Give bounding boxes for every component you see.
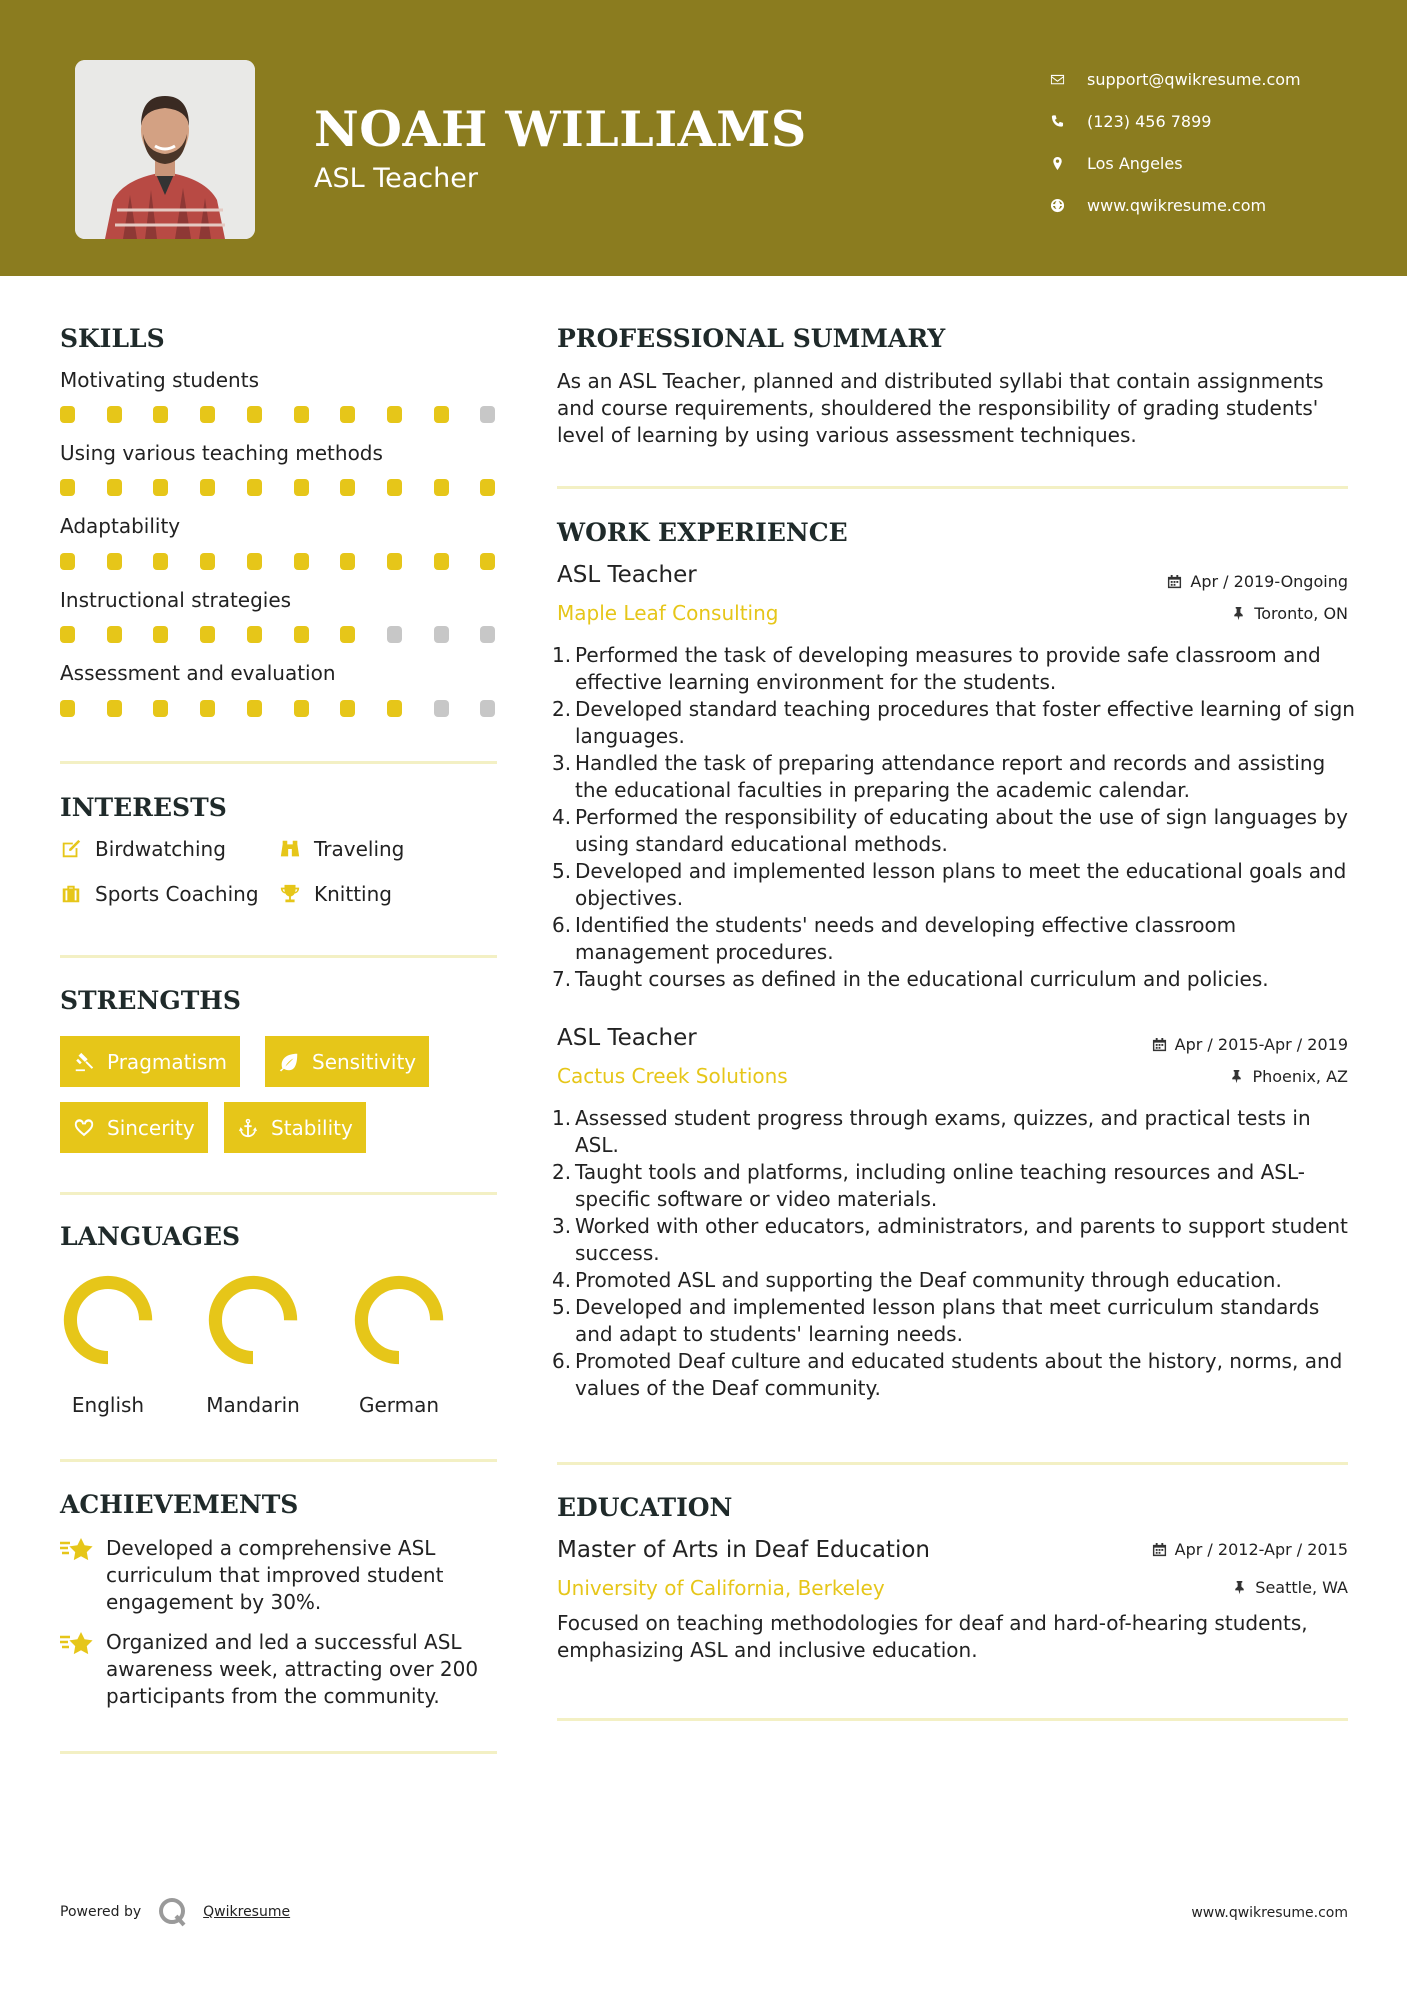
- footer-powered-by: [60, 1896, 290, 1928]
- list-item: Performed the task of developing measures to provide safe classroom and effective learning environment for the students.: [575, 643, 1321, 694]
- skill-dot: [480, 406, 495, 423]
- skill-dot: [107, 553, 122, 570]
- list-item: Taught tools and platforms, including online teaching resources and ASL-specific software or video materials.: [575, 1160, 1305, 1211]
- briefcase-icon: [60, 883, 82, 905]
- contact-website-text: www.qwikresume.com: [1087, 195, 1267, 215]
- skill-rating: [60, 700, 500, 717]
- skill-dot: [434, 626, 449, 643]
- job-title: ASL Teacher: [557, 562, 697, 588]
- language-gauge-arc: [361, 1282, 436, 1357]
- skill-dot: [200, 406, 215, 423]
- skill-dot: [60, 626, 75, 643]
- contact-phone[interactable]: [1050, 100, 1301, 142]
- anchor-icon: [237, 1117, 259, 1139]
- pushpin-icon: [1229, 1069, 1244, 1084]
- skill-label: Assessment and evaluation: [60, 661, 336, 685]
- skill-dot: [340, 553, 355, 570]
- strengths-heading: STRENGTHS: [60, 986, 241, 1015]
- skill-dot: [294, 700, 309, 717]
- company-name: Cactus Creek Solutions: [557, 1064, 788, 1088]
- job-bullets: [557, 642, 1357, 993]
- skill-label: Adaptability: [60, 514, 181, 538]
- section-divider: [557, 486, 1348, 489]
- language-gauge-arc: [215, 1282, 290, 1357]
- summary-heading: PROFESSIONAL SUMMARY: [557, 324, 946, 353]
- skill-dot: [434, 479, 449, 496]
- skill-dot: [247, 479, 262, 496]
- list-item: Taught courses as defined in the educational curriculum and policies.: [575, 967, 1269, 991]
- interest-item: [279, 837, 404, 861]
- skill-dot: [387, 479, 402, 496]
- job-location-text: Toronto, ON: [1254, 604, 1348, 623]
- skill-dot: [480, 700, 495, 717]
- skill-rating: [60, 626, 500, 643]
- skill-dot: [434, 553, 449, 570]
- job-title: ASL Teacher: [557, 1025, 697, 1051]
- interest-label: Birdwatching: [95, 837, 226, 861]
- language-gauge-arc: [70, 1282, 145, 1357]
- list-item: Promoted ASL and supporting the Deaf community through education.: [575, 1268, 1282, 1292]
- education-location: [1232, 1578, 1348, 1597]
- contact-location-text: Los Angeles: [1087, 153, 1183, 173]
- gavel-icon: [73, 1051, 95, 1073]
- skill-dot: [153, 626, 168, 643]
- skill-dot: [340, 479, 355, 496]
- candidate-name: NOAH WILLIAMS: [314, 100, 807, 158]
- skill-dot: [387, 700, 402, 717]
- skill-label: Instructional strategies: [60, 588, 292, 612]
- section-divider: [60, 1459, 497, 1462]
- list-item: Handled the task of preparing attendance report and records and assisting the educational faculties in preparing the academic calendar.: [575, 751, 1326, 802]
- calendar-icon: [1152, 1037, 1167, 1052]
- star-icon: [60, 1535, 94, 1565]
- map-pin-icon: [1050, 156, 1065, 171]
- interest-item: [279, 882, 392, 906]
- language-label: English: [71, 1393, 145, 1417]
- skill-dot: [60, 479, 75, 496]
- strength-badge: [60, 1036, 240, 1087]
- candidate-role: ASL Teacher: [314, 163, 478, 194]
- language-label: German: [358, 1393, 440, 1417]
- achievement-item: [60, 1535, 500, 1616]
- profile-photo: [75, 60, 255, 239]
- leaf-icon: [278, 1051, 300, 1073]
- education-heading: EDUCATION: [557, 1493, 733, 1522]
- skill-dot: [153, 700, 168, 717]
- job-location-text: Phoenix, AZ: [1252, 1067, 1348, 1086]
- language-item: [198, 1273, 308, 1417]
- job-location: [1229, 1067, 1348, 1086]
- contact-email[interactable]: [1050, 58, 1301, 100]
- skill-dot: [107, 700, 122, 717]
- calendar-icon: [1152, 1542, 1167, 1557]
- section-divider: [60, 1751, 497, 1754]
- job-location: [1231, 604, 1348, 623]
- skill-dot: [340, 406, 355, 423]
- envelope-icon: [1050, 72, 1065, 87]
- interest-label: Traveling: [314, 837, 405, 861]
- language-gauge: [352, 1273, 446, 1367]
- skill-rating: [60, 553, 500, 570]
- strength-label: Stability: [271, 1115, 353, 1140]
- list-item: Promoted Deaf culture and educated students about the history, norms, and values of the Deaf community.: [575, 1349, 1343, 1400]
- language-item: [344, 1273, 454, 1417]
- achievements-heading: ACHIEVEMENTS: [60, 1490, 299, 1519]
- interest-label: Sports Coaching: [95, 882, 259, 906]
- skill-dot: [387, 553, 402, 570]
- contact-list: [1050, 58, 1301, 226]
- skill-dot: [340, 626, 355, 643]
- job-date-text: Apr / 2019-Ongoing: [1190, 572, 1348, 591]
- pencil-icon: [60, 838, 82, 860]
- contact-website[interactable]: [1050, 184, 1301, 226]
- skill-dot: [480, 553, 495, 570]
- job-date: [1152, 1035, 1348, 1054]
- skill-dot: [200, 553, 215, 570]
- strength-label: Sincerity: [107, 1115, 195, 1140]
- contact-email-text: support@qwikresume.com: [1087, 69, 1301, 89]
- list-item: Developed and implemented lesson plans to meet the educational goals and objectives.: [575, 859, 1347, 910]
- skill-label: Using various teaching methods: [60, 441, 383, 465]
- skill-dot: [247, 626, 262, 643]
- section-divider: [60, 761, 497, 764]
- section-divider: [60, 955, 497, 958]
- contact-location: [1050, 142, 1301, 184]
- strength-badge: [224, 1102, 366, 1153]
- skill-dot: [387, 406, 402, 423]
- skill-dot: [153, 553, 168, 570]
- interest-item: [60, 837, 226, 861]
- list-item: Worked with other educators, administrators, and parents to support student success.: [575, 1214, 1348, 1265]
- skill-rating: [60, 479, 500, 496]
- skill-dot: [294, 553, 309, 570]
- interest-label: Knitting: [314, 882, 392, 906]
- skill-dot: [60, 406, 75, 423]
- strength-badge: [60, 1102, 208, 1153]
- languages-heading: LANGUAGES: [60, 1222, 241, 1251]
- skill-dot: [294, 406, 309, 423]
- heart-icon: [73, 1117, 95, 1139]
- phone-icon: [1050, 114, 1065, 129]
- skill-dot: [247, 406, 262, 423]
- trophy-icon: [279, 883, 301, 905]
- skill-dot: [60, 553, 75, 570]
- list-item: Identified the students' needs and developing effective classroom management procedures.: [575, 913, 1237, 964]
- job-date-text: Apr / 2015-Apr / 2019: [1174, 1035, 1348, 1054]
- achievement-item: [60, 1629, 500, 1710]
- section-divider: [557, 1462, 1348, 1465]
- skill-dot: [434, 700, 449, 717]
- list-item: Assessed student progress through exams, quizzes, and practical tests in ASL.: [575, 1106, 1311, 1157]
- skill-dot: [247, 700, 262, 717]
- skill-dot: [434, 406, 449, 423]
- skill-dot: [60, 700, 75, 717]
- interest-item: [60, 882, 259, 906]
- school-name: University of California, Berkeley: [557, 1576, 885, 1600]
- education-date: [1152, 1540, 1348, 1559]
- summary-text: As an ASL Teacher, planned and distributed syllabi that contain assignments and course requirements, shouldered the responsibility of grading students' level of learning by using various assessment techniques.: [557, 369, 1324, 447]
- list-item: Performed the responsibility of educating about the use of sign languages by using standard educational methods.: [575, 805, 1348, 856]
- skill-dot: [200, 700, 215, 717]
- strength-label: Pragmatism: [107, 1049, 227, 1074]
- section-divider: [557, 1718, 1348, 1721]
- language-gauge: [206, 1273, 300, 1367]
- skill-dot: [200, 626, 215, 643]
- pushpin-icon: [1231, 606, 1246, 621]
- qwikresume-logo-icon: [157, 1896, 189, 1928]
- list-item: Developed standard teaching procedures that foster effective learning of sign languages.: [575, 697, 1355, 748]
- strength-badge: [265, 1036, 429, 1087]
- interests-heading: INTERESTS: [60, 793, 227, 822]
- person-photo-icon: [75, 60, 255, 239]
- contact-phone-text: (123) 456 7899: [1087, 111, 1212, 131]
- qwikresume-link[interactable]: Qwikresume: [203, 1904, 291, 1920]
- job-bullets: [557, 1105, 1357, 1402]
- skill-dot: [153, 406, 168, 423]
- section-divider: [60, 1192, 497, 1195]
- education-location-text: Seattle, WA: [1255, 1578, 1348, 1597]
- skill-dot: [480, 479, 495, 496]
- skill-dot: [200, 479, 215, 496]
- binoculars-icon: [279, 838, 301, 860]
- job-date: [1167, 572, 1348, 591]
- skill-dot: [107, 626, 122, 643]
- star-icon: [60, 1629, 94, 1659]
- resume-header: [0, 0, 1407, 276]
- skill-label: Motivating students: [60, 368, 259, 392]
- company-name: Maple Leaf Consulting: [557, 601, 779, 625]
- education-description: Focused on teaching methodologies for deaf and hard-of-hearing students, emphasizing ASL and inclusive education.: [557, 1611, 1308, 1662]
- pushpin-icon: [1232, 1580, 1247, 1595]
- skill-dot: [387, 626, 402, 643]
- education-date-text: Apr / 2012-Apr / 2015: [1174, 1540, 1348, 1559]
- degree-title: Master of Arts in Deaf Education: [557, 1537, 930, 1563]
- globe-icon: [1050, 198, 1065, 213]
- skill-dot: [294, 479, 309, 496]
- skill-dot: [480, 626, 495, 643]
- skill-dot: [247, 553, 262, 570]
- language-item: [53, 1273, 163, 1417]
- skill-dot: [107, 406, 122, 423]
- experience-heading: WORK EXPERIENCE: [557, 518, 848, 547]
- calendar-icon: [1167, 574, 1182, 589]
- achievement-text: Developed a comprehensive ASL curriculum that improved student engagement by 30%.: [106, 1536, 444, 1614]
- skill-dot: [107, 479, 122, 496]
- footer-website[interactable]: www.qwikresume.com: [1191, 1905, 1348, 1921]
- list-item: Developed and implemented lesson plans that meet curriculum standards and adapt to students' learning needs.: [575, 1295, 1320, 1346]
- skill-rating: [60, 406, 500, 423]
- skill-dot: [153, 479, 168, 496]
- language-label: Mandarin: [206, 1393, 300, 1417]
- achievement-text: Organized and led a successful ASL awareness week, attracting over 200 participants from the community.: [106, 1630, 479, 1708]
- skill-dot: [340, 700, 355, 717]
- language-gauge: [61, 1273, 155, 1367]
- skill-dot: [294, 626, 309, 643]
- powered-by-text: Powered by: [60, 1904, 142, 1920]
- skills-heading: SKILLS: [60, 324, 165, 353]
- strength-label: Sensitivity: [312, 1049, 417, 1074]
